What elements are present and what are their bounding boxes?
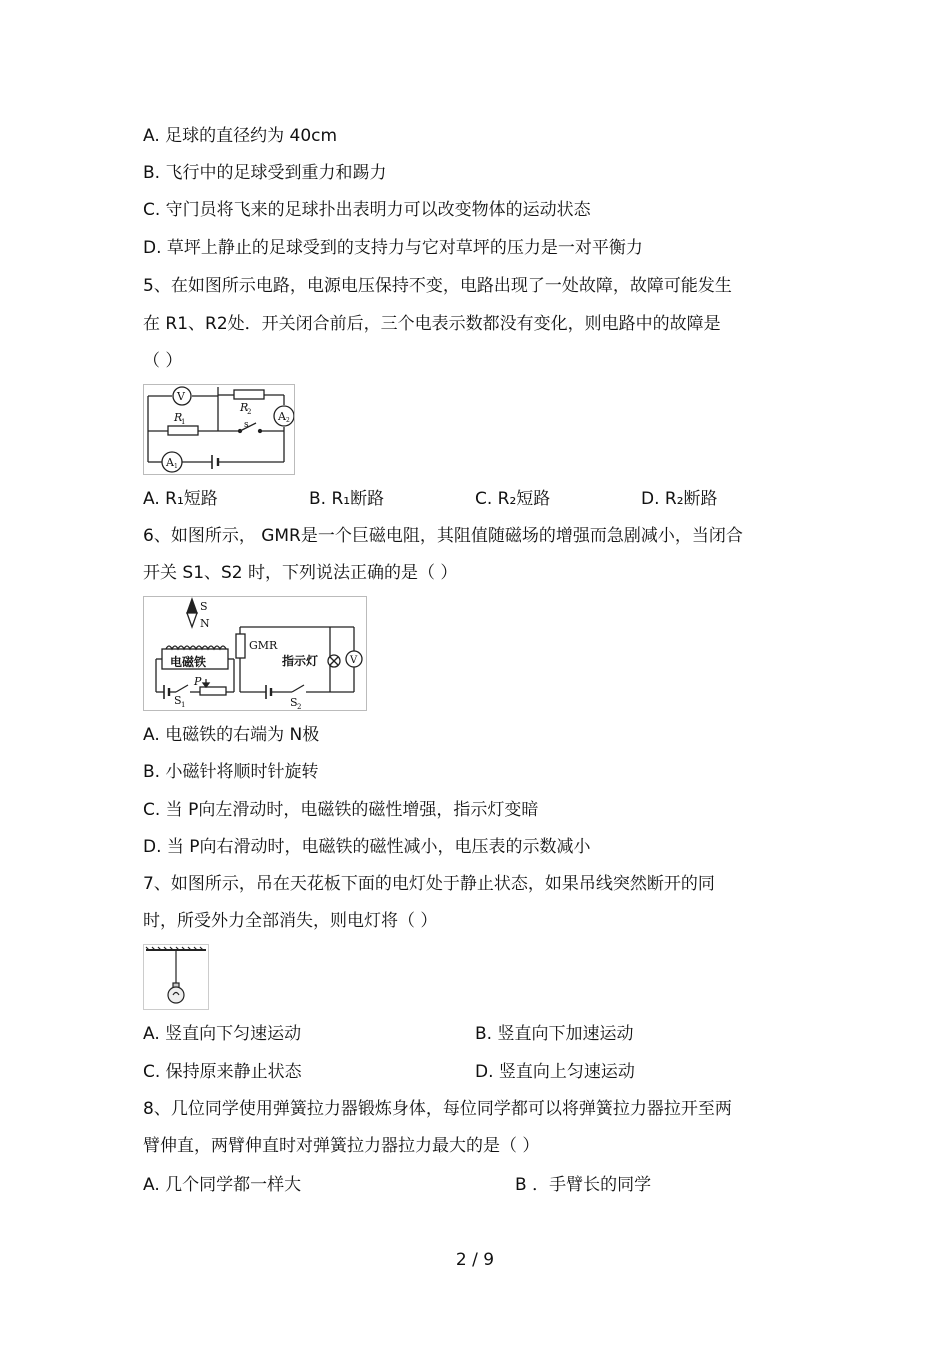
q5-r1-sub: 1: [181, 418, 186, 426]
q4-option-c: C. 守门员将飞来的足球扑出表明力可以改变物体的运动状态: [143, 200, 591, 220]
page-number: 2 / 9: [455, 1250, 495, 1270]
q6-compass-s-label: S: [200, 600, 208, 613]
q5-switch-label: s: [244, 420, 249, 430]
q5-option-c: C. R₂短路: [475, 489, 551, 509]
q8-stem-line2: 臂伸直，两臂伸直时对弹簧拉力器拉力最大的是（ ）: [143, 1136, 540, 1156]
q7-hanging-lamp-diagram: [144, 945, 208, 1009]
q5-ammeter2-label: A: [278, 410, 286, 423]
q5-r1-label: R: [174, 411, 183, 424]
q5-stem-line3: （ ）: [143, 351, 183, 371]
q5-stem-line2: 在 R1、R2处．开关闭合前后，三个电表示数都没有变化，则电路中的故障是: [143, 314, 721, 334]
q6-circuit-diagram: [144, 597, 366, 710]
q5-ammeter2-sub: 2: [286, 417, 290, 424]
q4-option-a: A. 足球的直径约为 40cm: [143, 126, 338, 146]
q5-circuit-figure: [143, 384, 295, 475]
q4-option-d: D. 草坪上静止的足球受到的支持力与它对草坪的压力是一对平衡力: [143, 238, 643, 258]
q6-option-b: B. 小磁针将顺时针旋转: [143, 762, 319, 782]
q6-s1-label: S: [174, 694, 182, 707]
q7-option-c: C. 保持原来静止状态: [143, 1062, 302, 1082]
q6-option-a: A. 电磁铁的右端为 N极: [143, 725, 320, 745]
q6-gmr-label: GMR: [249, 639, 278, 652]
q6-s2-sub: 2: [297, 703, 302, 710]
q6-indicator-lamp-label: 指示灯: [282, 654, 319, 668]
q6-s2-label: S: [290, 696, 298, 709]
q6-stem-line2: 开关 S1、S2 时，下列说法正确的是（ ）: [143, 563, 458, 583]
q8-stem-line1: 8、几位同学使用弹簧拉力器锻炼身体，每位同学都可以将弹簧拉力器拉开至两: [143, 1099, 732, 1119]
q5-ammeter1-label: A: [166, 456, 174, 469]
q5-ammeter1-sub: 1: [174, 463, 178, 470]
q7-stem-line1: 7、如图所示，吊在天花板下面的电灯处于静止状态，如果吊线突然断开的同: [143, 874, 715, 894]
q5-r2-sub: 2: [247, 408, 252, 416]
q8-option-b: B ．手臂长的同学: [515, 1175, 652, 1195]
q6-s1-sub: 1: [181, 701, 186, 709]
q6-voltmeter-label: V: [350, 655, 358, 666]
q8-option-a: A. 几个同学都一样大: [143, 1175, 302, 1195]
q7-option-d: D. 竖直向上匀速运动: [475, 1062, 635, 1082]
q4-option-b: B. 飞行中的足球受到重力和踢力: [143, 163, 387, 183]
q6-option-d: D. 当 P向右滑动时，电磁铁的磁性减小，电压表的示数减小: [143, 837, 591, 857]
q5-option-a: A. R₁短路: [143, 489, 218, 509]
q5-circuit-diagram: [144, 385, 294, 474]
q5-stem-line1: 5、在如图所示电路，电源电压保持不变，电路出现了一处故障，故障可能发生: [143, 276, 732, 296]
q6-stem-line1: 6、如图所示， GMR是一个巨磁电阻，其阻值随磁场的增强而急剧减小，当闭合: [143, 526, 743, 546]
q6-compass-n-label: N: [200, 617, 210, 630]
q5-r2-label: R: [240, 401, 249, 414]
q6-circuit-figure: [143, 596, 367, 711]
q7-lamp-figure: [143, 944, 209, 1010]
q6-electromagnet-label: 电磁铁: [170, 655, 207, 669]
q6-option-c: C. 当 P向左滑动时，电磁铁的磁性增强，指示灯变暗: [143, 800, 539, 820]
q7-option-b: B. 竖直向下加速运动: [475, 1024, 634, 1044]
q5-option-b: B. R₁断路: [309, 489, 385, 509]
q7-stem-line2: 时，所受外力全部消失，则电灯将（ ）: [143, 911, 438, 931]
q5-option-d: D. R₂断路: [641, 489, 718, 509]
q5-voltmeter-label: V: [177, 390, 185, 403]
q6-slider-p-label: P: [194, 675, 202, 688]
q7-option-a: A. 竖直向下匀速运动: [143, 1024, 302, 1044]
